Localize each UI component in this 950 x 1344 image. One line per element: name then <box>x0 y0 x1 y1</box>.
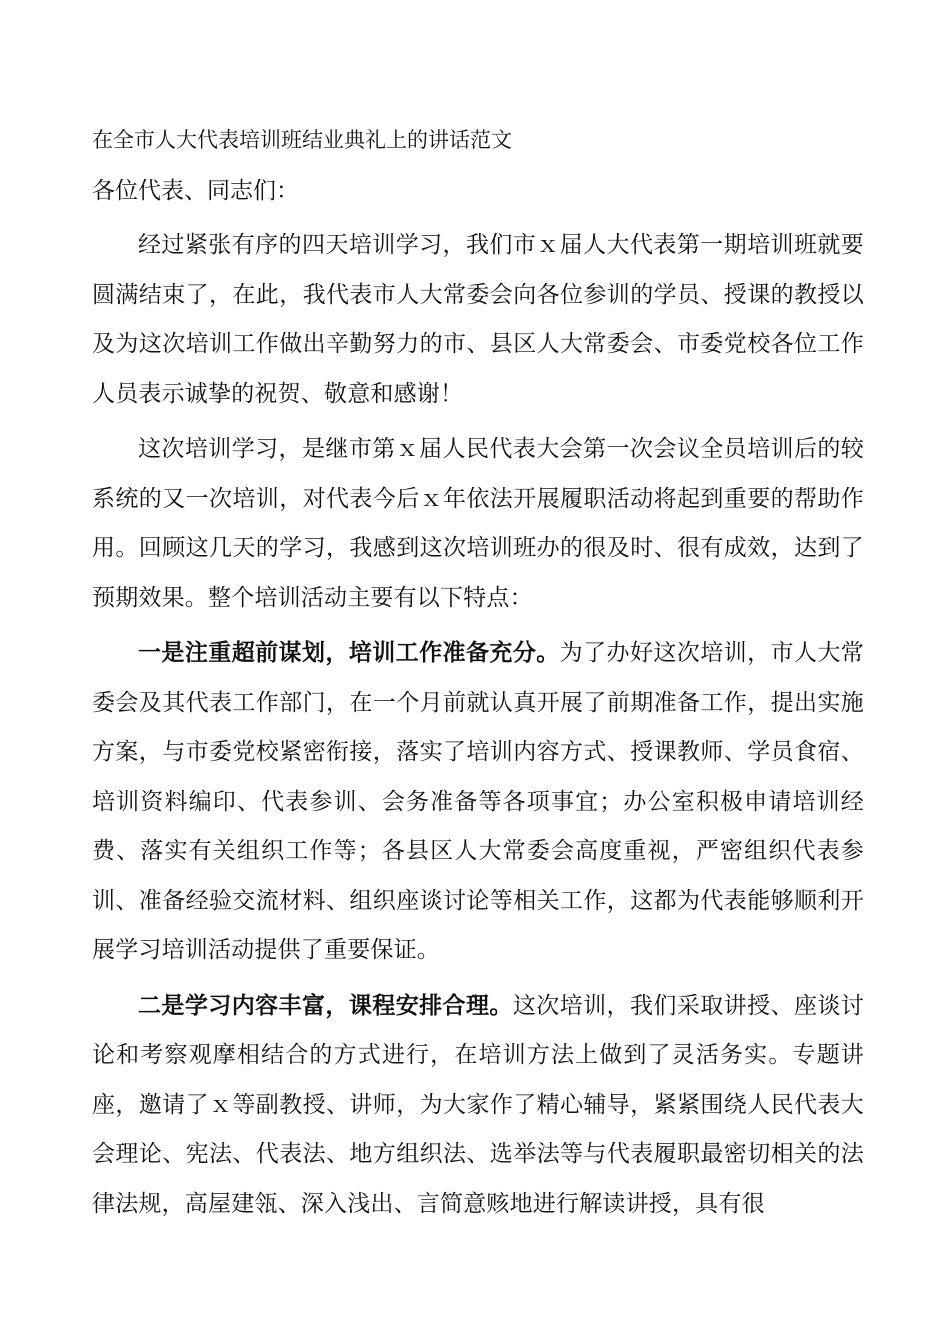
document-title: 在全市人大代表培训班结业典礼上的讲话范文 <box>92 128 512 152</box>
paragraph-2 <box>92 425 864 623</box>
paragraph-lead: 一是注重超前谋划，培训工作准备充分。 <box>138 640 560 666</box>
paragraph-text: 这次培训，我们采取讲授、座谈讨论和考察观摩相结合的方式进行，在培训方法上做到了灵活务实。专题讲座，邀请了ｘ等副教授、讲师，为大家作了精心辅导，紧紧围绕人民代表大会理论、宪法、代表法、地方组织法、选举法等与代表履职最密切相关的法律法规，高屋建瓴、深入浅出、言简意赅地进行解读讲授，具有很 <box>92 992 864 1217</box>
paragraph-3 <box>92 629 864 976</box>
paragraph-lead: 二是学习内容丰富，课程安排合理。 <box>138 992 513 1019</box>
paragraph-4 <box>92 982 864 1230</box>
paragraph-text: 为了办好这次培训，市人大常委会及其代表工作部门，在一个月前就认真开展了前期准备工作，提出实施方案，与市委党校紧密衔接，落实了培训内容方式、授课教师、学员食宿、培训资料编印、代表参训、会务准备等各项事宜；办公室积极申请培训经费、落实有关组织工作等；各县区人大常委会高度重视，严密组织代表参训、准备经验交流材料、组织座谈讨论等相关工作，这都为代表能够顺利开展学习培训活动提供了重要保证。 <box>92 640 864 963</box>
document-page <box>92 122 864 1235</box>
paragraph-1 <box>92 221 864 419</box>
paragraph-text: 经过紧张有序的四天培训学习，我们市ｘ届人大代表第一期培训班就要圆满结束了，在此，我代表市人大常委会向各位参训的学员、授课的教授以及为这次培训工作做出辛勤努力的市、县区人大常委会、市委党校各位工作人员表示诚挚的祝贺、敬意和感谢！ <box>92 232 864 407</box>
salutation: 各位代表、同志们： <box>92 178 299 204</box>
paragraph-text: 这次培训学习，是继市第ｘ届人民代表大会第一次会议全员培训后的较系统的又一次培训，对代表今后ｘ年依法开展履职活动将起到重要的帮助作用。回顾这几天的学习，我感到这次培训班办的很及时、很有成效，达到了预期效果。整个培训活动主要有以下特点： <box>92 436 864 611</box>
